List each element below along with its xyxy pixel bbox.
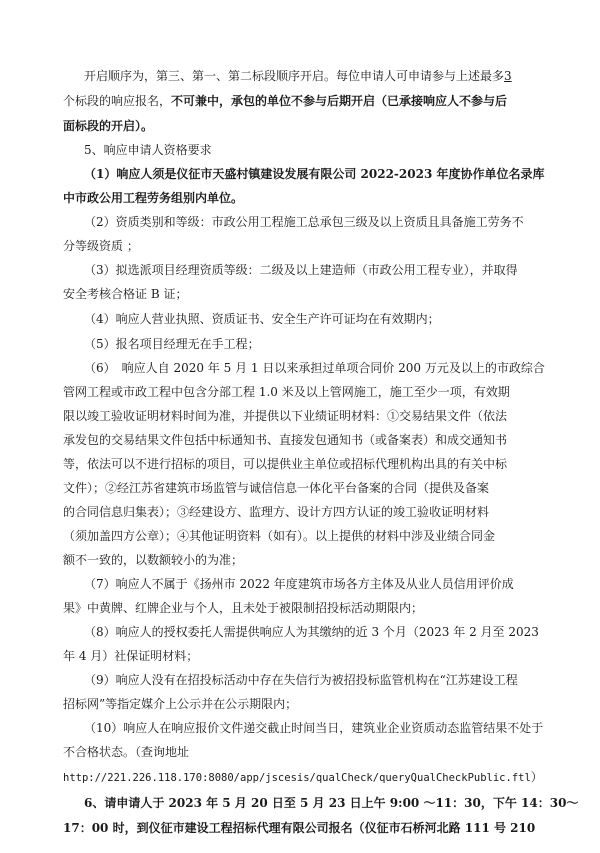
requirement-6-line-4: 承发包的交易结果文件包括中标通知书、直接发包通知书（或备案表）和成交通知书 (63, 433, 508, 447)
section-6-line-1: 6、请申请人于 2023 年 5 月 20 日至 5 月 23 日上午 9:00 ～11：30，下午 14：30～ (84, 796, 579, 810)
section-6-line-2: 17：00 时，到仪征市建设工程招标代理有限公司报名（仪征市石桥河北路 111 号 210 (63, 821, 536, 835)
requirement-6-line-5: 等，依法可以不进行招标的项目，可以提供业主单位或招标代理机构出具的有关中标 (63, 457, 508, 471)
requirement-9-line-1: （9）响应人没有在招投标活动中存在失信行为被招投标监管机构在“江苏建设工程 (84, 673, 518, 687)
requirement-8-line-2: 年 4 月）社保证明材料； (63, 649, 199, 663)
query-url-link[interactable]: http://221.226.118.170:8080/app/jscesis/qualCheck/queryQualCheckPublic.ftl (63, 772, 531, 784)
requirement-4: （4）响应人营业执照、资质证书、安全生产许可证均在有效期内； (84, 312, 440, 326)
section-5-heading: 5、响应申请人资格要求 (84, 143, 212, 157)
requirement-2-line-1: （2）资质类别和等级：市政公用工程施工总承包三级及以上资质且具备施工劳务不 (84, 215, 524, 229)
no-concurrent-win-clause: 不可兼中，承包的单位不参与后期开启（已承接响应人不参与后 (171, 94, 508, 108)
requirement-6-line-8: （须加盖四方公章）；④其他证明资料（如有）。以上提供的材料中涉及业绩合同金 (63, 529, 496, 543)
requirement-5: （5）报名项目经理无在手工程； (84, 337, 260, 351)
requirement-1-line-2: 中市政公用工程劳务组别内单位。 (63, 191, 244, 205)
requirement-6-line-9: 额不一致的，以数额较小的为准； (63, 553, 244, 567)
requirement-7-line-1: （7）响应人不属于《扬州市 2022 年度建筑市场各方主体及从业人员信用评价成 (84, 577, 514, 591)
max-lots-number: 3 (504, 69, 512, 83)
requirement-6-line-7: 的合同信息归集表）；③经建设方、监理方、设计方四方认证的竣工验收证明材料 (63, 505, 490, 519)
requirement-6-line-1: （6） 响应人自 2020 年 5 月 1 日以来承担过单项合同价 200 万元及以上的市政综合 (84, 361, 545, 375)
requirement-10-line-1: （10）响应人在响应报价文件递交截止时间当日，建筑业企业资质动态监管结果不处于 (84, 721, 544, 735)
requirement-6-line-6: 文件）；②经江苏省建筑市场监管与诚信信息一体化平台备案的合同（提供及备案 (63, 481, 490, 495)
requirement-2-line-2: 分等级资质 ； (63, 239, 139, 253)
opening-order-line-2: 个标段的响应报名，不可兼中，承包的单位不参与后期开启（已承接响应人不参与后 (63, 94, 508, 108)
requirement-9-line-2: 招标网”等指定媒介上公示并在公示期限内； (63, 697, 298, 711)
opening-order-line-1: 开启顺序为，第三、第一、第二标段顺序开启。每位申请人可申请参与上述最多3 (84, 69, 512, 83)
opening-order-line-3: 面标段的开启）。 (63, 119, 154, 133)
requirement-10-line-3 (63, 769, 543, 786)
requirement-1-line-1: （1）响应人须是仪征市天盛村镇建设发展有限公司 2022-2023 年度协作单位名录库 (84, 167, 545, 181)
requirement-8-line-1: （8）响应人的授权委托人需提供响应人为其缴纳的近 3 个月（2023 年 2 月至 2023 (84, 625, 539, 639)
requirement-3-line-2: 安全考核合格证 B 证； (63, 287, 188, 301)
requirement-7-line-2: 果》中黄牌、红牌企业与个人，且未处于被限制招投标活动期限内； (63, 601, 424, 615)
requirement-10-line-2: 不合格状态。（查询地址 (63, 745, 190, 759)
requirement-3-line-1: （3）拟选派项目经理资质等级：二级及以上建造师（市政公用工程专业），并取得 (84, 263, 518, 277)
requirement-6-line-2: 管网工程或市政工程中包含分部工程 1.0 米及以上管网施工，施工至少一项，有效期 (63, 385, 510, 399)
requirement-6-line-3: 限以竣工验收证明材料时间为准，并提供以下业绩证明材料：①交易结果文件（依法 (63, 409, 508, 423)
closing-paren: ） (530, 770, 543, 784)
